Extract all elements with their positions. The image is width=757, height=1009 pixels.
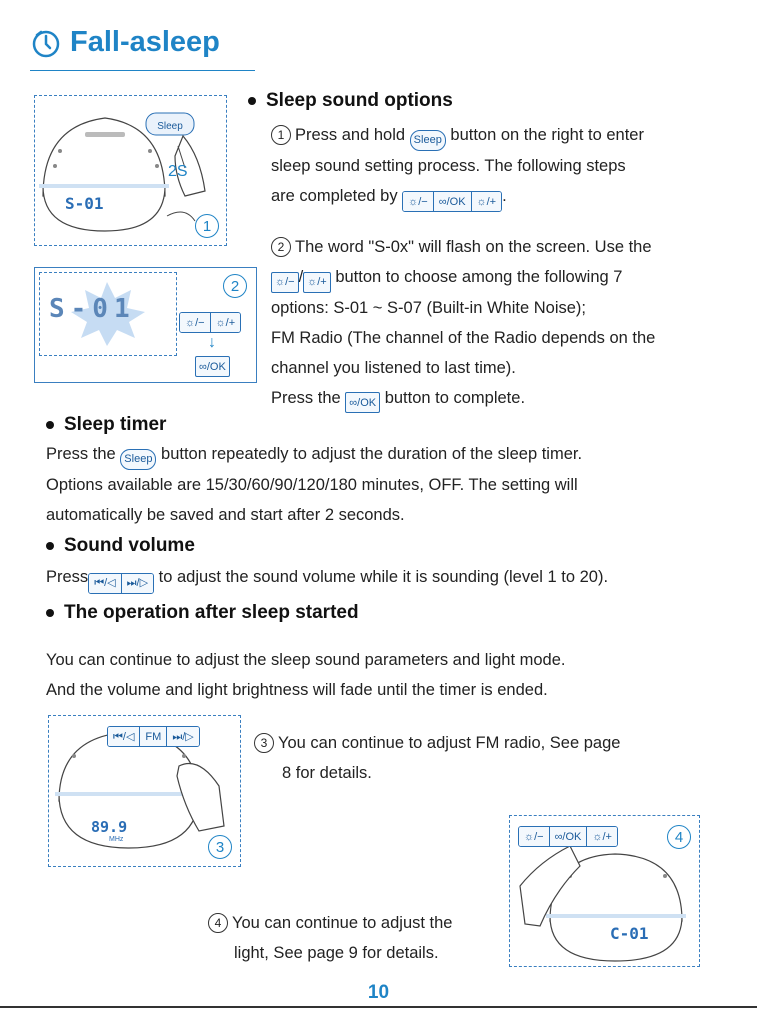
heading-sleep-sound-options: Sleep sound options (248, 90, 453, 112)
fig3-prev-button[interactable]: ⏮/◁ (108, 727, 140, 746)
fig4-ok-button[interactable]: ∞/OK (550, 827, 588, 846)
volume-up-button[interactable]: ⏭/▷ (122, 574, 153, 593)
bullet-icon (46, 421, 54, 429)
plus-button[interactable]: ☼/+ (472, 192, 502, 211)
fig3-next-button[interactable]: ⏭/▷ (167, 727, 198, 746)
fig3-step-number: 3 (208, 835, 232, 859)
fig3-fm-button[interactable]: FM (140, 727, 167, 746)
fig2-minus-button[interactable]: ☼/− (180, 313, 211, 332)
step3-paragraph: 3 You can continue to adjust FM radio, See page 8 for details. (254, 728, 714, 788)
step3-number: 3 (254, 733, 274, 753)
fig4-button-group (518, 826, 618, 847)
bullet-icon (248, 97, 256, 105)
step1-paragraph: 1 Press and hold Sleep button on the right to enter sleep sound setting process. The following steps are completed by ☼/− ∞/OK ☼/+ . (271, 120, 751, 212)
fig2-step-number: 2 (223, 274, 247, 298)
fig1-sleep-button-label: Sleep (157, 121, 183, 132)
step2-minus-button[interactable]: ☼/− (271, 272, 299, 293)
footer-divider (0, 1006, 757, 1008)
figure-1 (34, 95, 227, 246)
step2-number: 2 (271, 237, 291, 257)
minus-button[interactable]: ☼/− (403, 192, 434, 211)
fig4-minus-button[interactable]: ☼/− (519, 827, 550, 846)
fig4-step-number: 4 (667, 825, 691, 849)
fig1-hold-label: 2S (168, 163, 188, 180)
volume-button-group (88, 573, 154, 594)
fig3-lcd-display: 89.9 (91, 818, 128, 836)
sleep-button[interactable]: Sleep (410, 130, 446, 151)
fig3-button-group (107, 726, 200, 747)
heading-operation-after-sleep: The operation after sleep started (46, 602, 359, 624)
step4-paragraph: 4 You can continue to adjust the light, See page 9 for details. (208, 908, 508, 968)
page-number: 10 (367, 982, 390, 1003)
step2-paragraph: 2 The word "S-0x" will flash on the screen. Use the ☼/− / ☼/+ button to choose among the following 7 options: S-01 ~ S-07 (Built-in White Noise); FM Radio (The channel of the Radio depends on the channel you listened to last time). Press the ∞/OK button to complete. (271, 232, 751, 413)
step2-ok-button[interactable]: ∞/OK (345, 392, 380, 413)
sleep-timer-icon (30, 27, 62, 59)
page-title-text: Fall-asleep (70, 26, 220, 58)
ok-button[interactable]: ∞/OK (434, 192, 472, 211)
fig2-adjust-buttons (179, 312, 241, 333)
fig2-lcd-display: S-01 (49, 294, 136, 324)
step1-number: 1 (271, 125, 291, 145)
heading-sleep-timer: Sleep timer (46, 414, 166, 436)
fig1-lcd-display: S-01 (65, 194, 104, 213)
fig1-step-number: 1 (195, 214, 219, 238)
fig4-plus-button[interactable]: ☼/+ (587, 827, 617, 846)
operation-paragraph: You can continue to adjust the sleep sound parameters and light mode. And the volume and light brightness will fade until the timer is ended. (46, 651, 566, 699)
fig2-ok-button[interactable]: ∞/OK (195, 356, 230, 377)
figure-3 (48, 715, 241, 867)
figure-2 (34, 267, 257, 383)
volume-down-button[interactable]: ⏮/◁ (89, 574, 121, 593)
heading-sound-volume: Sound volume (46, 535, 195, 557)
step2-plus-button[interactable]: ☼/+ (303, 272, 331, 293)
sound-volume-paragraph: Press ⏮/◁ ⏭/▷ to adjust the sound volume while it is sounding (level 1 to 20). (46, 562, 746, 594)
fig3-lcd-unit: MHz (109, 836, 124, 843)
title-divider (30, 70, 255, 71)
page-title (30, 26, 220, 59)
step1-button-group (402, 191, 502, 212)
bullet-icon (46, 609, 54, 617)
step4-number: 4 (208, 913, 228, 933)
fig2-plus-button[interactable]: ☼/+ (211, 313, 241, 332)
bullet-icon (46, 542, 54, 550)
sleep-timer-sleep-button[interactable]: Sleep (120, 449, 156, 470)
figure-4 (509, 815, 700, 967)
fig4-lcd-display: C-01 (610, 924, 649, 943)
sleep-timer-paragraph: Press the Sleep button repeatedly to adjust the duration of the sleep timer. Options available are 15/30/60/90/120/180 minutes, OFF. The setting will automatically be saved and start after 2 seconds. (46, 445, 583, 524)
arrow-down-icon: ↓ (208, 334, 216, 351)
